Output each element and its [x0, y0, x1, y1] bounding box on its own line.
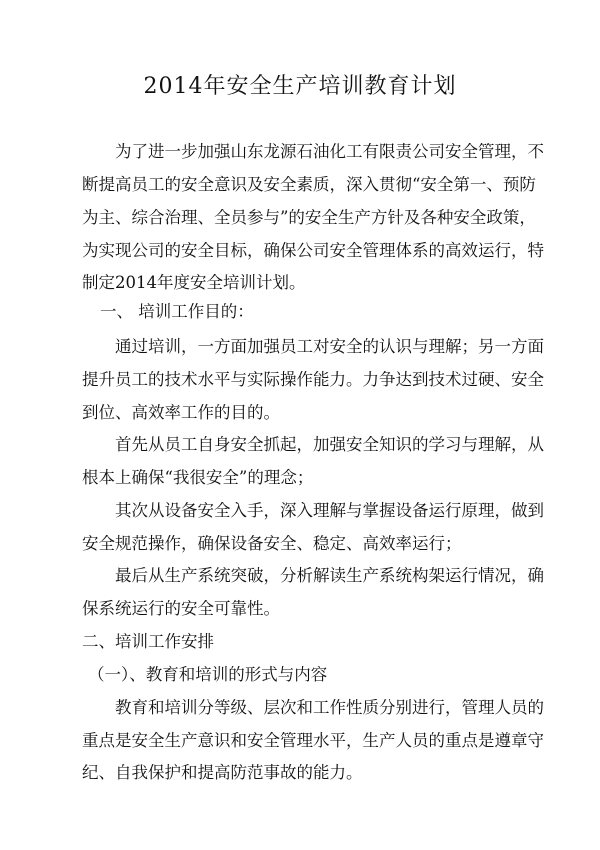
paragraph-line: 重点是安全生产意识和安全管理水平，生产人员的重点是遵章守 [82, 731, 544, 750]
intro-line: 为实现公司的安全目标，确保公司安全管理体系的高效运行，特 [82, 241, 544, 260]
section-heading: 一、 培训工作目的： [100, 302, 254, 321]
paragraph-line: 最后从生产系统突破，分析解读生产系统构架运行情况，确 [115, 566, 544, 585]
document-title: 2014年安全生产培训教育计划 [143, 74, 457, 99]
paragraph-line: 教育和培训分等级、层次和工作性质分别进行，管理人员的 [115, 698, 544, 717]
paragraph-line: 保系统运行的安全可靠性。 [82, 599, 280, 618]
paragraph-line: 纪、自我保护和提高防范事故的能力。 [82, 763, 363, 782]
paragraph-line: 根本上确保“我很安全”的理念； [82, 468, 314, 487]
paragraph-line: 到位、高效率工作的目的。 [82, 403, 280, 422]
paragraph-line: 通过培训，一方面加强员工对安全的认识与理解；另一方面 [115, 337, 544, 356]
subsection-heading: （一）、教育和培训的形式与内容 [88, 665, 328, 684]
intro-line: 为了进一步加强山东龙源石油化工有限责公司安全管理，不 [115, 142, 544, 161]
intro-line: 断提高员工的安全意识及安全素质，深入贯彻“安全第一、预防 [82, 175, 536, 194]
paragraph-line: 其次从设备安全入手，深入理解与掌握设备运行原理，做到 [115, 501, 544, 520]
paragraph-line: 安全规范操作，确保设备安全、稳定、高效率运行； [82, 534, 462, 553]
intro-line: 为主、综合治理、全员参与”的安全生产方针及各种安全政策， [82, 208, 536, 227]
paragraph-line: 提升员工的技术水平与实际操作能力。力争达到技术过硬、安全 [82, 370, 544, 389]
paragraph-line: 首先从员工自身安全抓起，加强安全知识的学习与理解，从 [115, 435, 544, 454]
section-heading: 二、培训工作安排 [82, 632, 214, 651]
intro-line: 制定2014年度安全培训计划。 [82, 273, 306, 292]
